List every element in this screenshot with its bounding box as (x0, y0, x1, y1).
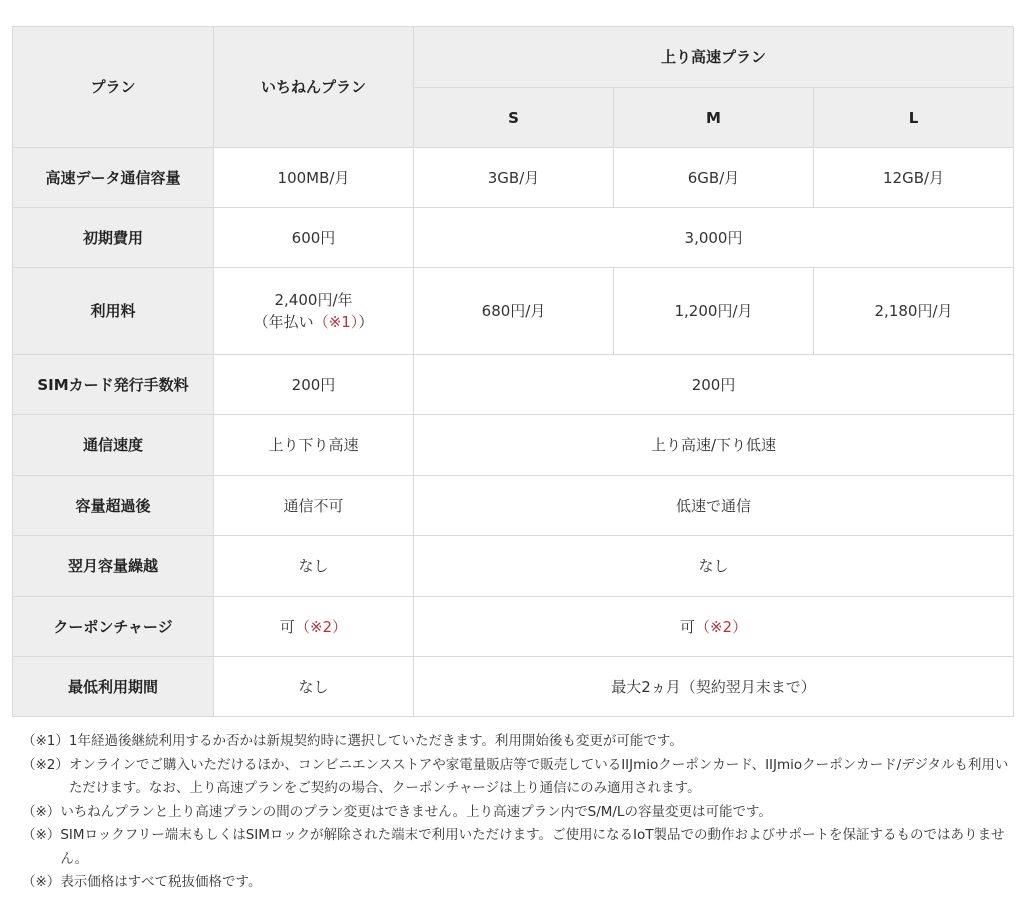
cell-value: なし (214, 657, 414, 717)
table-row (13, 268, 1014, 355)
footnote-ref-2: （※2） (694, 617, 748, 636)
footnotes (22, 730, 1012, 895)
cell-value: 可（※2） (414, 597, 1014, 657)
cell-value: 200円 (414, 355, 1014, 415)
cell-value: なし (414, 536, 1014, 597)
footnote-item: （※） いちねんプランと上り高速プランの間のプラン変更はできません。上り高速プラン内でS/M/Lの容量変更は可能です。 (22, 803, 772, 820)
cell-value: 低速で通信 (414, 476, 1014, 536)
row-label: 高速データ通信容量 (13, 148, 214, 208)
header-size-l: L (814, 88, 1014, 148)
cell-value: 3GB/月 (414, 148, 614, 208)
cell-value: 可（※2） (214, 597, 414, 657)
cell-value: 600円 (214, 208, 414, 268)
table-row (13, 415, 1014, 476)
row-label: 翌月容量繰越 (13, 536, 214, 597)
cell-value: 2,180円/月 (814, 268, 1014, 355)
plan-comparison-table (12, 26, 1014, 717)
usage-fee-annual: 2,400円/年 (274, 291, 353, 309)
cell-value: 1,200円/月 (614, 268, 814, 355)
cell-value: 3,000円 (414, 208, 1014, 268)
cell-value: 最大2ヵ月（契約翌月末まで） (414, 657, 1014, 717)
table-row (13, 476, 1014, 536)
header-ichinen-plan: いちねんプラン (214, 27, 414, 148)
table-row (13, 148, 1014, 208)
usage-fee-note: （年払い（※1）） (253, 313, 374, 331)
row-label: クーポンチャージ (13, 597, 214, 657)
header-upload-plan: 上り高速プラン (414, 27, 1014, 88)
footnote-item: （※2） オンラインでご購入いただけるほか、コンビニエンスストアや家電量販店等で販売しているIIJmioクーポンカード、IIJmioクーポンカード/デジタルも利用いただけます。なお、上り高速プランをご契約の場合、クーポンチャージは上り通信にのみ適用されます。 (22, 756, 1009, 796)
footnote-item: （※） SIMロックフリー端末もしくはSIMロックが解除された端末で利用いただけます。ご使用になるIoT製品での動作およびサポートを保証するものではありません。 (22, 827, 1005, 867)
row-label: 通信速度 (13, 415, 214, 476)
cell-value: 6GB/月 (614, 148, 814, 208)
cell-value (214, 268, 414, 355)
cell-value: なし (214, 536, 414, 597)
header-plan: プラン (13, 27, 214, 148)
cell-value: 12GB/月 (814, 148, 1014, 208)
cell-value: 通信不可 (214, 476, 414, 536)
header-size-s: S (414, 88, 614, 148)
cell-value: 上り下り高速 (214, 415, 414, 476)
cell-value: 200円 (214, 355, 414, 415)
cell-value: 680円/月 (414, 268, 614, 355)
footnote-item: （※1） 1年経過後継続利用するか否かは新規契約時に選択していただきます。利用開始後も変更が可能です。 (22, 733, 683, 749)
table-row (13, 355, 1014, 415)
table-row (13, 208, 1014, 268)
header-size-m: M (614, 88, 814, 148)
row-label: 容量超過後 (13, 476, 214, 536)
table-row (13, 597, 1014, 657)
row-label: 初期費用 (13, 208, 214, 268)
cell-value: 上り高速/下り低速 (414, 415, 1014, 476)
footnote-item: （※） 表示価格はすべて税抜価格です。 (22, 874, 262, 890)
row-label: 最低利用期間 (13, 657, 214, 717)
footnote-ref-2: （※2） (294, 617, 348, 636)
row-label: SIMカード発行手数料 (13, 355, 214, 415)
table-row (13, 657, 1014, 717)
row-label: 利用料 (13, 268, 214, 355)
footnote-ref-1: （※1） (313, 313, 359, 331)
cell-value: 100MB/月 (214, 148, 414, 208)
table-row (13, 536, 1014, 597)
